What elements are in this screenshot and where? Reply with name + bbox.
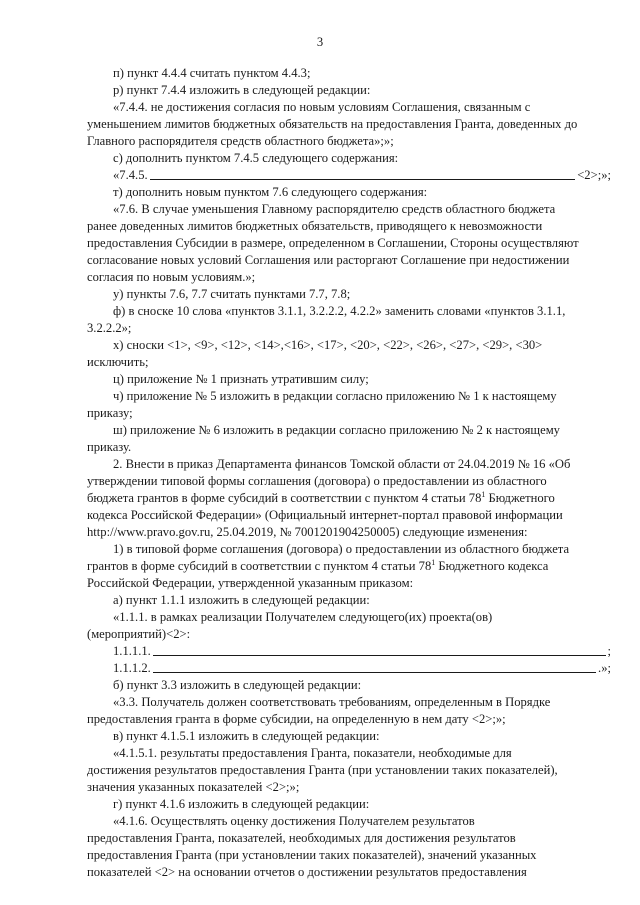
text-fragment: <2>;»; [577, 168, 611, 182]
text-line: согласия по новым условиям.»; [87, 270, 256, 284]
text-line: г) пункт 4.1.6 изложить в следующей редакции: [113, 797, 370, 811]
text-line: с) дополнить пунктом 7.4.5 следующего содержания: [113, 151, 399, 165]
text-line: исключить; [87, 355, 149, 369]
text-line: «4.1.5.1. результаты предоставления Гранта, показатели, необходимые для [113, 746, 512, 760]
text-line: Главного распорядителя средств областного бюджета»;»; [87, 134, 394, 148]
blank-underline [153, 660, 596, 673]
text-line: утверждении типовой формы соглашения (договора) о предоставлении из областного [87, 474, 547, 488]
text-line: (мероприятий)<2>: [87, 627, 191, 641]
text-line: показателей <2> на основании отчетов о достижении результатов предоставления [87, 865, 527, 879]
text-line: ш) приложение № 6 изложить в редакции согласно приложению № 2 к настоящему [113, 423, 560, 437]
text-line: достижения результатов предоставления Гранта (при установлении таких показателей), [87, 763, 558, 777]
text-line: б) пункт 3.3 изложить в следующей редакции: [113, 678, 362, 692]
superscript: 1 [481, 490, 486, 499]
page-number: 3 [316, 35, 324, 49]
text-line: Российской Федерации, утвержденной указанным приказом: [87, 576, 414, 590]
text-line: приказу. [87, 440, 132, 454]
text-line: п) пункт 4.4.4 считать пунктом 4.4.3; [113, 66, 311, 80]
text-line: кодекса Российской Федерации» (Официальный интернет-портал правовой информации [87, 508, 563, 522]
text-line: а) пункт 1.1.1 изложить в следующей редакции: [113, 593, 370, 607]
blank-underline [153, 643, 606, 656]
text-line: 1) в типовой форме соглашения (договора) о предоставлении из областного бюджета [113, 542, 570, 556]
text-line: предоставления Гранта (при установлении таких показателей), значений указанных [87, 848, 537, 862]
text-line: р) пункт 7.4.4 изложить в следующей редакции: [113, 83, 371, 97]
text-line: предоставления Субсидии в размере, определенном в Соглашении, Стороны осуществляют [87, 236, 579, 250]
text-line: х) сноски <1>, <9>, <12>, <14>,<16>, <17>, <20>, <22>, <26>, <27>, <29>, <30> [113, 338, 543, 352]
text-line: «3.3. Получатель должен соответствовать требованиям, определенным в Порядке [113, 695, 551, 709]
text-fragment: «7.4.5. [113, 168, 148, 182]
text-line: предоставления Гранта, показателей, необходимых для достижения результатов [87, 831, 516, 845]
text-fragment: 1.1.1.2. [113, 661, 151, 675]
text-line: приказу; [87, 406, 133, 420]
blank-field-line [113, 167, 611, 184]
text-line: ч) приложение № 5 изложить в редакции согласно приложению № 1 к настоящему [113, 389, 557, 403]
text-line: т) дополнить новым пунктом 7.6 следующего содержания: [113, 185, 428, 199]
text-line-with-superscript [87, 490, 611, 507]
text-line: http://www.pravo.gov.ru, 25.04.2019, № 7001201904250005) следующие изменения: [87, 525, 528, 539]
text-line: 2. Внести в приказ Департамента финансов Томской области от 24.04.2019 № 16 «Об [113, 457, 571, 471]
text-line: у) пункты 7.6, 7.7 считать пунктами 7.7, 7.8; [113, 287, 351, 301]
text-fragment: 1.1.1.1. [113, 644, 151, 658]
text-line: согласование новых условий Соглашения или расторгают Соглашение при недостижении [87, 253, 570, 267]
text-line: ранее доведенных лимитов бюджетных обязательств, приводящего к невозможности [87, 219, 543, 233]
text-line: «4.1.6. Осуществлять оценку достижения Получателем результатов [113, 814, 475, 828]
blank-field-line [113, 643, 611, 660]
text-fragment: бюджета грантов в форме субсидий в соответствии с пунктом 4 статьи 78 [87, 491, 482, 505]
blank-underline [150, 167, 576, 180]
text-line: ф) в сноске 10 слова «пунктов 3.1.1, 3.2.2.2, 4.2.2» заменить словами «пунктов 3.1.1, [113, 304, 566, 318]
superscript: 1 [431, 558, 436, 567]
text-line: «7.6. В случае уменьшения Главному распорядителю средств областного бюджета [113, 202, 556, 216]
text-line: уменьшением лимитов бюджетных обязательств на предоставления Гранта, доведенных до [87, 117, 578, 131]
text-line: в) пункт 4.1.5.1 изложить в следующей редакции: [113, 729, 380, 743]
text-fragment: Бюджетного кодекса [435, 559, 549, 573]
text-line: значения указанных показателей <2>;»; [87, 780, 300, 794]
text-fragment: ; [607, 644, 611, 658]
text-line: 3.2.2.2»; [87, 321, 132, 335]
blank-field-line [113, 660, 611, 677]
text-line: «1.1.1. в рамках реализации Получателем следующего(их) проекта(ов) [113, 610, 493, 624]
text-fragment: .»; [598, 661, 611, 675]
text-line: «7.4.4. не достижения согласия по новым условиям Соглашения, связанным с [113, 100, 531, 114]
text-line: предоставления гранта в форме субсидии, на определенную в нем дату <2>;»; [87, 712, 506, 726]
text-fragment: грантов в форме субсидий в соответствии с пунктом 4 статьи 78 [87, 559, 432, 573]
text-fragment: Бюджетного [485, 491, 555, 505]
text-line: ц) приложение № 1 признать утратившим силу; [113, 372, 369, 386]
text-line-with-superscript [87, 558, 611, 575]
